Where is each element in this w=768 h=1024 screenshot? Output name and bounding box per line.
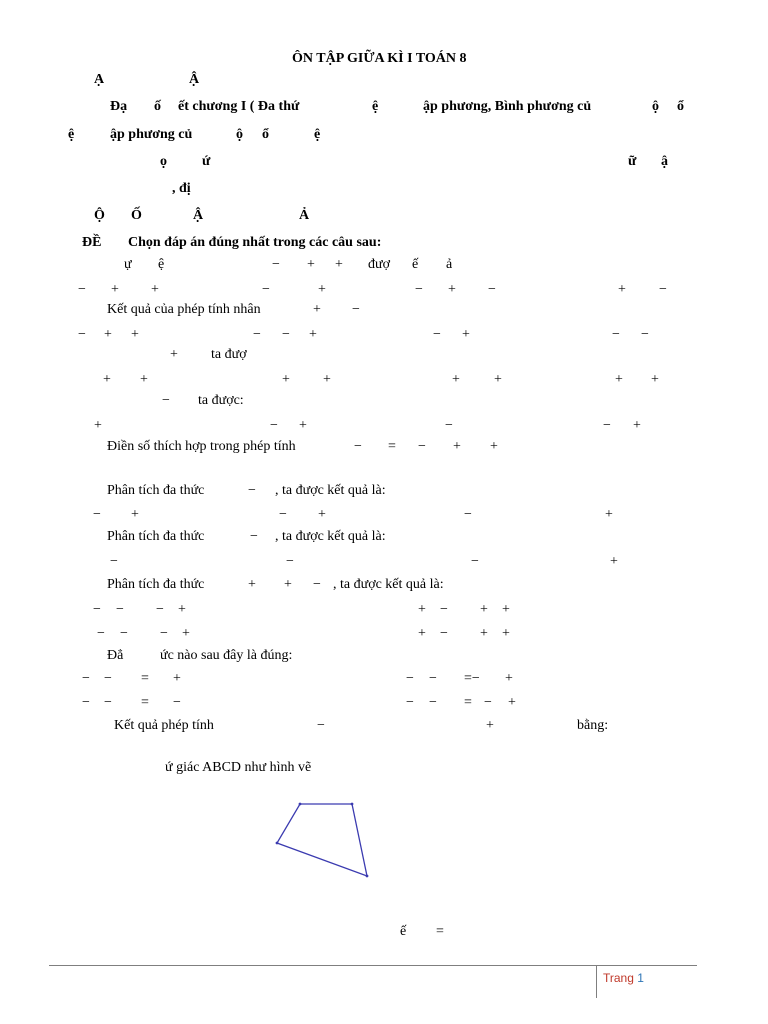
q3-prompt: ta đượ bbox=[211, 347, 247, 362]
q3-answer-b: + bbox=[323, 372, 331, 387]
q10-op: − bbox=[317, 718, 325, 733]
q11-tail: = bbox=[436, 924, 444, 939]
q1-answer-b: + bbox=[318, 282, 326, 297]
q6-answer-c: − bbox=[464, 507, 472, 522]
q9-answer-d: = bbox=[464, 695, 472, 710]
header-fragment: ứ bbox=[202, 154, 211, 169]
q4-answer-b: − bbox=[270, 418, 278, 433]
q10-prompt: Kết quả phép tính bbox=[114, 718, 214, 733]
q2-answer-a: + bbox=[131, 327, 139, 342]
q7-prompt: Phân tích đa thức bbox=[107, 529, 205, 544]
q9-prompt: Đẳ bbox=[107, 648, 124, 663]
q8-answer-b: − bbox=[440, 602, 448, 617]
q6-answer-a: + bbox=[131, 507, 139, 522]
q1-answer-a: + bbox=[151, 282, 159, 297]
exam-heading: ĐỀ bbox=[82, 235, 102, 250]
q8-answer-a: − bbox=[116, 602, 124, 617]
q2-answer-b: − bbox=[282, 327, 290, 342]
q9-prompt: ức nào sau đây là đúng: bbox=[160, 648, 293, 663]
q8-answer-c: − bbox=[120, 626, 128, 641]
q5-op: − bbox=[418, 439, 426, 454]
q2-answer-d: − bbox=[612, 327, 620, 342]
q9-answer-c: − bbox=[104, 695, 112, 710]
q8-suffix: , ta được kết quả là: bbox=[333, 577, 444, 592]
q9-answer-a: = bbox=[141, 671, 149, 686]
q8-answer-d: − bbox=[440, 626, 448, 641]
header-fragment: ổ bbox=[262, 127, 269, 142]
q9-answer-b: + bbox=[505, 671, 513, 686]
q1-fragment: + bbox=[307, 257, 315, 272]
q2-answer-c: + bbox=[462, 327, 470, 342]
q1-answer-a: + bbox=[111, 282, 119, 297]
q1-answer-a: − bbox=[78, 282, 86, 297]
q9-answer-c: − bbox=[82, 695, 90, 710]
q2-prompt: Kết quả của phép tính nhân bbox=[107, 302, 261, 317]
header-fragment: Đạ bbox=[110, 99, 128, 114]
q1-fragment: ự bbox=[124, 257, 132, 272]
q8-answer-b: + bbox=[502, 602, 510, 617]
vertex-b bbox=[351, 803, 354, 806]
q9-answer-d: − bbox=[406, 695, 414, 710]
q8-answer-d: + bbox=[502, 626, 510, 641]
document-title: ÔN TẬP GIỮA KÌ I TOÁN 8 bbox=[292, 51, 467, 66]
q2-answer-b: + bbox=[309, 327, 317, 342]
q3-answer-d: + bbox=[615, 372, 623, 387]
footer-vertical-divider bbox=[596, 965, 597, 998]
header-fragment: ập phương, Bình phương củ bbox=[423, 99, 592, 114]
header-fragment: ố bbox=[154, 99, 161, 114]
q6-answer-b: + bbox=[318, 507, 326, 522]
q2-answer-b: − bbox=[253, 327, 261, 342]
q5-op: = bbox=[388, 439, 396, 454]
q10-suffix: bằng: bbox=[577, 718, 609, 733]
q1-fragment: ệ bbox=[158, 257, 165, 272]
header-fragment: Ạ bbox=[94, 72, 105, 87]
q4-answer-c: − bbox=[445, 418, 453, 433]
header-fragment: ọ bbox=[160, 154, 167, 169]
q3-answer-c: + bbox=[452, 372, 460, 387]
q9-answer-c: = bbox=[141, 695, 149, 710]
q8-answer-a: − bbox=[93, 602, 101, 617]
q3-answer-a: + bbox=[103, 372, 111, 387]
exam-instruction: Chọn đáp án đúng nhất trong các câu sau: bbox=[128, 235, 382, 250]
q7-answer-a: − bbox=[110, 554, 118, 569]
q2-answer-a: − bbox=[78, 327, 86, 342]
q1-answer-c: + bbox=[448, 282, 456, 297]
q3-answer-d: + bbox=[651, 372, 659, 387]
quadrilateral-abcd bbox=[277, 804, 367, 876]
q8-prompt: Phân tích đa thức bbox=[107, 577, 205, 592]
header-fragment: ệ bbox=[68, 127, 75, 142]
q9-answer-b: − bbox=[429, 671, 437, 686]
header-fragment: , đị bbox=[172, 181, 191, 196]
header-fragment: ộ bbox=[652, 99, 659, 114]
q11-tail: ế bbox=[400, 924, 407, 939]
q2-op: − bbox=[352, 302, 360, 317]
q4-prompt: ta được: bbox=[198, 393, 244, 408]
q9-answer-b: − bbox=[406, 671, 414, 686]
q9-answer-d: + bbox=[508, 695, 516, 710]
header-fragment: Ậ bbox=[193, 208, 204, 223]
header-fragment: ệ bbox=[314, 127, 321, 142]
q6-prompt: Phân tích đa thức bbox=[107, 483, 205, 498]
q6-suffix: , ta được kết quả là: bbox=[275, 483, 386, 498]
q9-answer-c: − bbox=[173, 695, 181, 710]
q6-answer-b: − bbox=[279, 507, 287, 522]
q4-answer-a: + bbox=[94, 418, 102, 433]
q9-answer-a: − bbox=[104, 671, 112, 686]
q2-answer-c: − bbox=[433, 327, 441, 342]
q6-op: − bbox=[248, 483, 256, 498]
q1-fragment: − bbox=[272, 257, 280, 272]
page-label: Trang bbox=[603, 971, 634, 985]
q7-op: − bbox=[250, 529, 258, 544]
q6-answer-a: − bbox=[93, 507, 101, 522]
header-fragment: Ộ bbox=[94, 208, 105, 223]
q9-answer-d: − bbox=[484, 695, 492, 710]
header-fragment: Ố bbox=[131, 208, 142, 223]
q5-prompt: Điền số thích hợp trong phép tính bbox=[107, 439, 296, 454]
q3-answer-b: + bbox=[282, 372, 290, 387]
q1-answer-b: − bbox=[262, 282, 270, 297]
vertex-d bbox=[276, 842, 279, 845]
q1-fragment: đượ bbox=[368, 257, 390, 272]
q7-answer-c: − bbox=[471, 554, 479, 569]
q9-answer-d: − bbox=[429, 695, 437, 710]
q8-answer-c: − bbox=[97, 626, 105, 641]
q10-op: + bbox=[486, 718, 494, 733]
q7-answer-b: − bbox=[286, 554, 294, 569]
q7-answer-d: + bbox=[610, 554, 618, 569]
q1-answer-c: − bbox=[415, 282, 423, 297]
page-number bbox=[603, 971, 644, 985]
q8-answer-a: − bbox=[156, 602, 164, 617]
q8-answer-c: − bbox=[160, 626, 168, 641]
header-fragment: Ậ bbox=[189, 72, 200, 87]
q9-answer-a: − bbox=[82, 671, 90, 686]
q2-op: + bbox=[313, 302, 321, 317]
q5-op: + bbox=[453, 439, 461, 454]
header-fragment: ậ bbox=[661, 154, 668, 169]
q4-answer-d: − bbox=[603, 418, 611, 433]
q8-answer-d: + bbox=[418, 626, 426, 641]
q7-suffix: , ta được kết quả là: bbox=[275, 529, 386, 544]
q4-answer-d: + bbox=[633, 418, 641, 433]
q3-answer-a: + bbox=[140, 372, 148, 387]
header-fragment: Ả bbox=[299, 208, 310, 223]
header-fragment: ết chương I ( Đa thứ bbox=[178, 99, 300, 114]
q2-answer-d: − bbox=[641, 327, 649, 342]
q6-answer-d: + bbox=[605, 507, 613, 522]
q3-answer-c: + bbox=[494, 372, 502, 387]
header-fragment: ữ bbox=[628, 154, 637, 169]
footer-divider bbox=[49, 965, 697, 966]
q1-answer-c: − bbox=[488, 282, 496, 297]
q5-op: − bbox=[354, 439, 362, 454]
vertex-a bbox=[299, 803, 302, 806]
q4-answer-b: + bbox=[299, 418, 307, 433]
q9-answer-b: =− bbox=[464, 671, 480, 686]
q1-fragment: ả bbox=[446, 257, 453, 272]
q8-answer-c: + bbox=[182, 626, 190, 641]
vertex-c bbox=[366, 875, 369, 878]
q1-answer-d: + bbox=[618, 282, 626, 297]
q1-answer-d: − bbox=[659, 282, 667, 297]
q3-op: + bbox=[170, 347, 178, 362]
header-fragment: ập phương củ bbox=[110, 127, 193, 142]
q8-answer-a: + bbox=[178, 602, 186, 617]
header-fragment: ệ bbox=[372, 99, 379, 114]
q8-op: − bbox=[313, 577, 321, 592]
q1-fragment: ế bbox=[412, 257, 419, 272]
q11-prompt: ứ giác ABCD như hình vẽ bbox=[165, 760, 312, 775]
header-fragment: ổ bbox=[677, 99, 684, 114]
q2-answer-a: + bbox=[104, 327, 112, 342]
page-value: 1 bbox=[637, 971, 644, 985]
q8-op: + bbox=[248, 577, 256, 592]
q8-op: + bbox=[284, 577, 292, 592]
q9-answer-a: + bbox=[173, 671, 181, 686]
q5-op: + bbox=[490, 439, 498, 454]
q4-op: − bbox=[162, 393, 170, 408]
q8-answer-b: + bbox=[480, 602, 488, 617]
q1-fragment: + bbox=[335, 257, 343, 272]
q8-answer-b: + bbox=[418, 602, 426, 617]
header-fragment: ộ bbox=[236, 127, 243, 142]
q8-answer-d: + bbox=[480, 626, 488, 641]
